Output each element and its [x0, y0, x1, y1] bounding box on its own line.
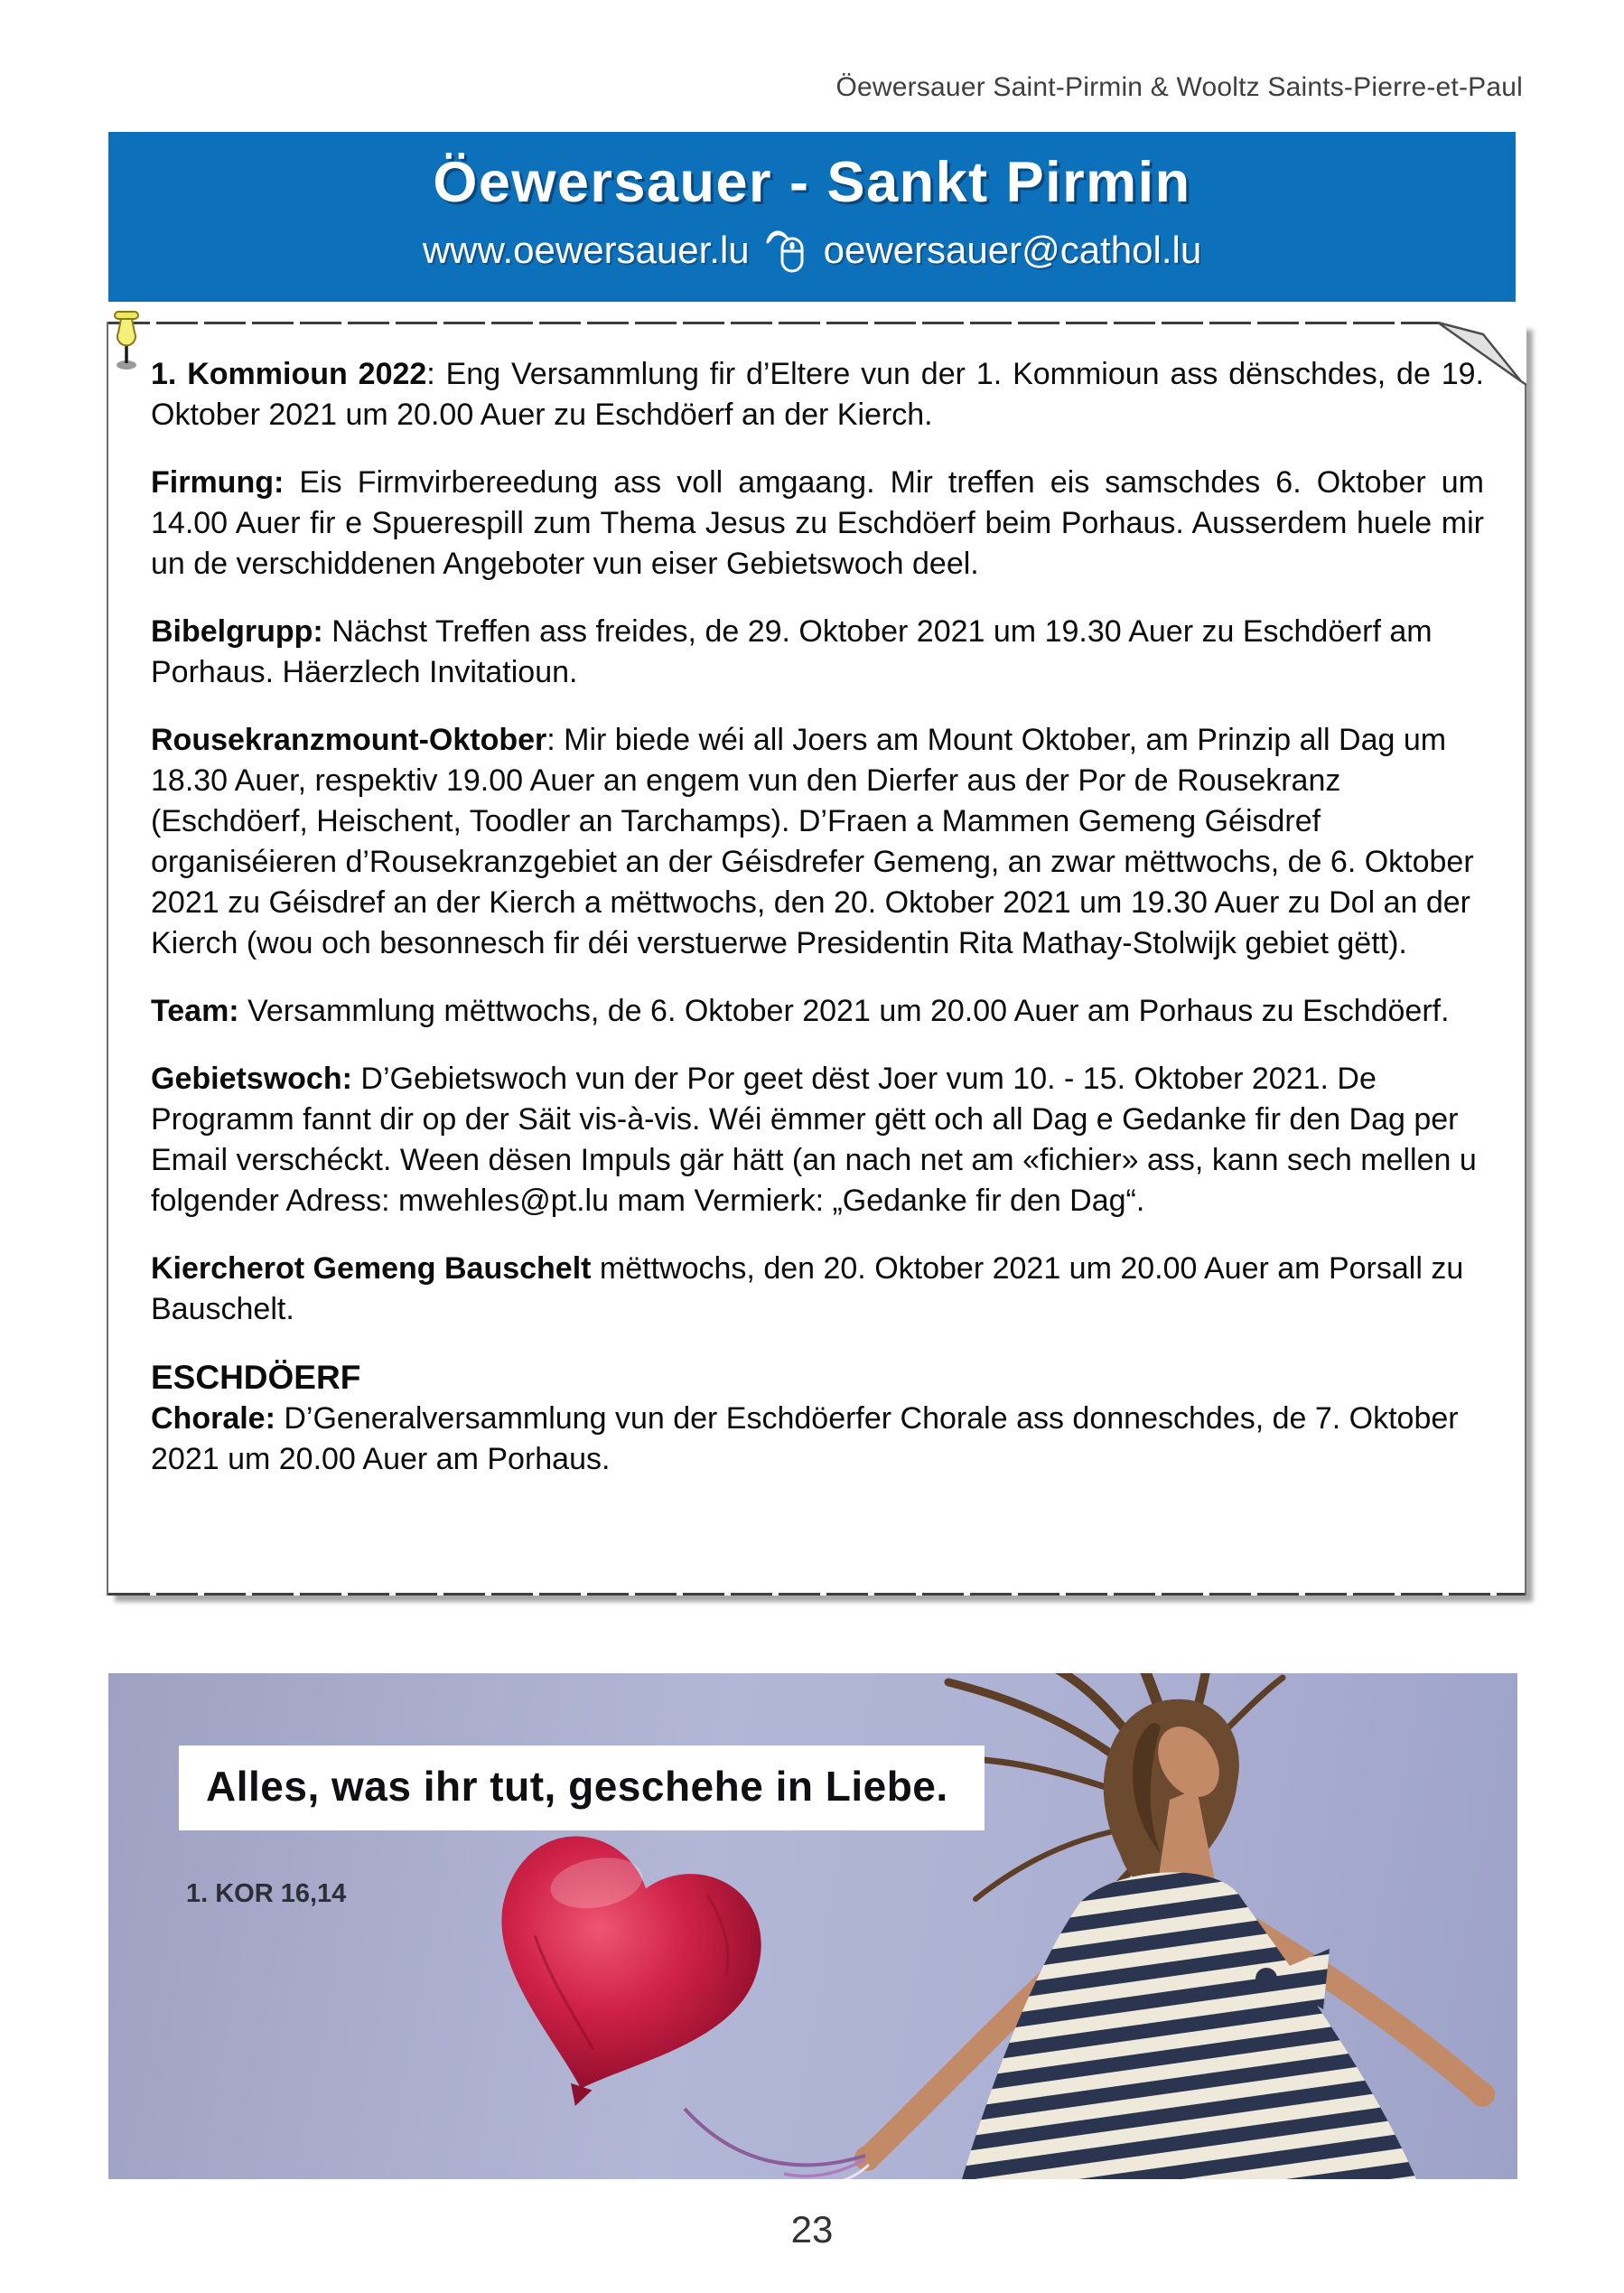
banner-contact-row [108, 226, 1516, 275]
notice-team: Team: Versammlung mëttwochs, de 6. Oktober 2021 um 20.00 Auer am Porhaus zu Eschdöerf. [151, 994, 1450, 1028]
announcements-note [107, 322, 1526, 1596]
notice-chorale: Chorale: D’Generalversammlung vun der Eschdöerfer Chorale ass donneschdes, de 7. Oktober 2021 um 20.00 Auer am Porhaus. [151, 1401, 1459, 1476]
verse-quote: Alles, was ihr tut, geschehe in Liebe. [179, 1745, 985, 1830]
notice-kommioun: 1. Kommioun 2022: Eng Versammlung fir d’Eltere vun der 1. Kommioun ass dënschdes, de 19. Oktober 2021 um 20.00 Auer zu Eschdöerf an der Kierch. [151, 357, 1484, 432]
verse-reference: 1. KOR 16,14 [186, 1879, 347, 1908]
website-link[interactable]: www.oewersauer.lu [422, 229, 750, 271]
notice-gebietswoch: Gebietswoch: D’Gebietswoch vun der Por geet dëst Joer vum 10. - 15. Oktober 2021. De Programm fannt dir op der Säit vis-à-vis. Wéi ëmmer gëtt och all Dag e Gedanke fir den Dag per Email verschéckt. Ween dësen Impuls gär hätt (an nach net am «fichier» ass, kann sech mellen u folgender Adress: mwehles@pt.lu mam Vermierk: „Gedanke fir den Dag“. [151, 1062, 1477, 1218]
notice-kiercherot: Kiercherot Gemeng Bauschelt mëttwochs, den 20. Oktober 2021 um 20.00 Auer am Porsall zu Bauschelt. [151, 1251, 1464, 1326]
notice-firmung: Firmung: Eis Firmvirbereedung ass voll amgaang. Mir treffen eis samschdes 6. Oktober um 14.00 Auer fir e Spuerespill zum Thema Jesus zu Eschdöerf beim Porhaus. Ausserdem huele mir un de verschiddenen Angeboter vun eiser Gebietswoch deel. [151, 465, 1484, 581]
page-number: 23 [790, 2208, 834, 2251]
page-fold-icon [1436, 320, 1526, 388]
notice-bibelgrupp: Bibelgrupp: Nächst Treffen ass freides, de 29. Oktober 2021 um 19.30 Auer zu Eschdöerf am Porhaus. Häerzlech Invitatioun. [151, 614, 1433, 689]
girl-dress [962, 1872, 1416, 2179]
parish-title: Öewersauer - Sankt Pirmin [433, 151, 1191, 214]
girl-right-hand [1470, 2082, 1495, 2107]
computer-mouse-icon [766, 226, 807, 275]
subheading-eschdoerf: ESCHDÖERF [151, 1359, 361, 1396]
page-header: Öewersauer Saint-Pirmin & Wooltz Saints-Pierre-et-Paul [835, 72, 1523, 102]
verse-photo [108, 1673, 1517, 2179]
notice-rousekranzmount: Rousekranzmount-Oktober: Mir biede wéi all Joers am Mount Oktober, am Prinzip all Dag um 18.30 Auer, respektiv 19.00 Auer an engem vun den Dierfer aus der Por de Rousekranz (Eschdöerf, Heischent, Toodler an Tarchamps). D’Fraen a Mammen Gemeng Géisdref organiséieren d’Rousekranzgebiet an der Géisdrefer Gemeng, an zwar mëttwochs, de 6. Oktober 2021 zu Géisdref an der Kierch a mëttwochs, den 20. Oktober 2021 um 19.30 Auer zu Dol an der Kierch (wou och besonnesch fir déi verstuerwe Presidentin Rita Mathay-Stolwijk gebiet gëtt). [151, 723, 1474, 960]
email-link[interactable]: oewersauer@cathol.lu [823, 229, 1202, 271]
heart-balloon [450, 1816, 781, 2147]
balloon-string [685, 2109, 865, 2165]
pushpin-icon [103, 307, 150, 374]
ribbon-curl [784, 2159, 865, 2176]
parish-banner [108, 132, 1516, 302]
